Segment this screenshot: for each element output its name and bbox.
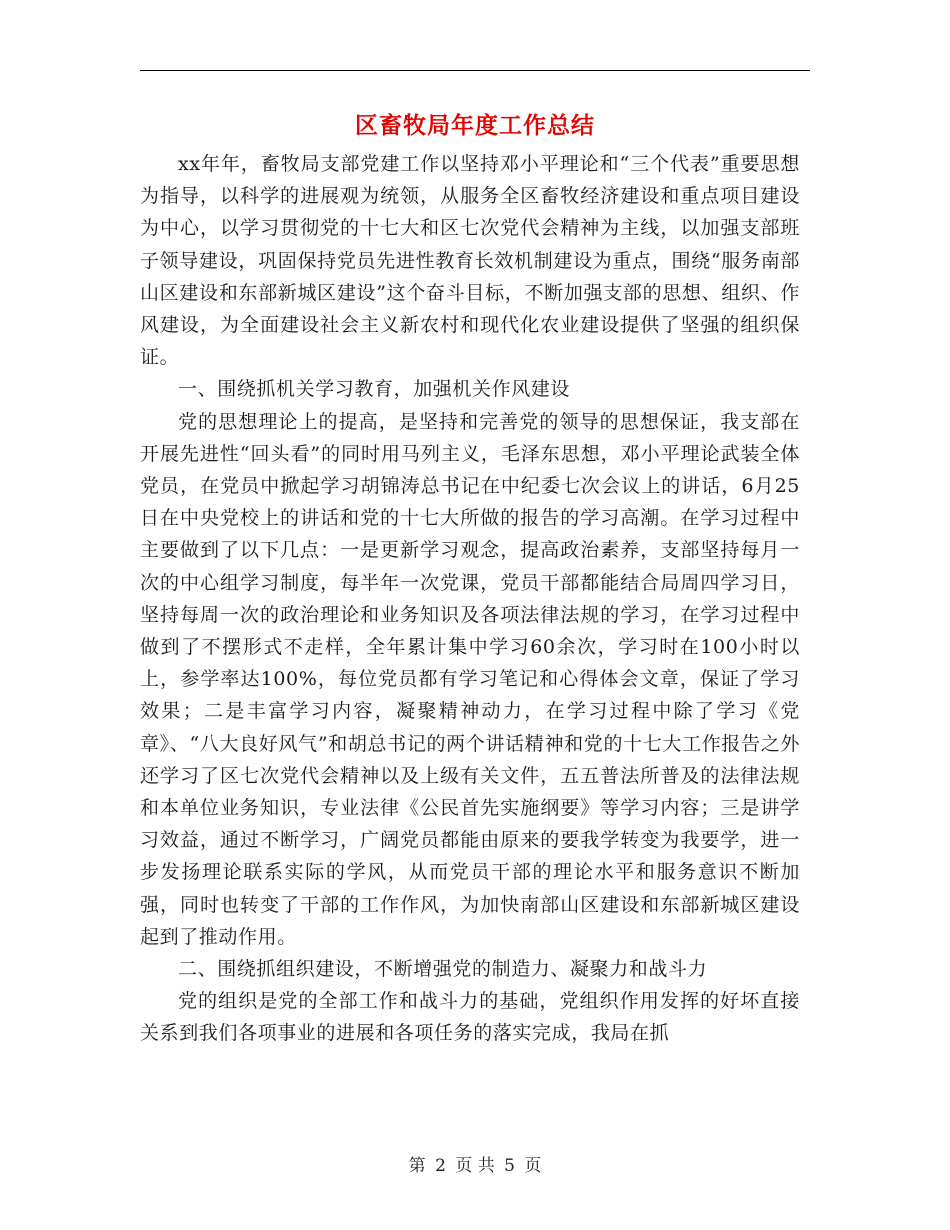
- paragraph-intro: xx年年，畜牧局支部党建工作以坚持邓小平理论和“三个代表”重要思想为指导，以科学的进展观为统领，从服务全区畜牧经济建设和重点项目建设为中心，以学习贯彻党的十七大和区七次党代会精神为主线，以加强支部班子领导建设，巩固保持党员先进性教育长效机制建设为重点，围绕“服务南部山区建设和东部新城区建设”这个奋斗目标，不断加强支部的思想、组织、作风建设，为全面建设社会主义新农村和现代化农业建设提供了坚强的组织保证。: [140, 153, 800, 369]
- paragraph-section-1: 党的思想理论上的提高，是坚持和完善党的领导的思想保证，我支部在开展先进性“回头看”的同时用马列主义，毛泽东思想，邓小平理论武装全体党员，在党员中掀起学习胡锦涛总书记在中纪委七次会议上的讲话，6月25日在中央党校上的讲话和党的十七大所做的报告的学习高潮。在学习过程中主要做到了以下几点：一是更新学习观念，提高政治素养，支部坚持每月一次的中心组学习制度，每半年一次党课，党员干部都能结合局周四学习日，坚持每周一次的政治理论和业务知识及各项法律法规的学习，在学习过程中做到了不摆形式不走样，全年累计集中学习60余次，学习时在100小时以上，参学率达100%，每位党员都有学习笔记和心得体会文章，保证了学习效果；二是丰富学习内容，凝聚精神动力，在学习过程中除了学习《党章》、“八大良好风气”和胡总书记的两个讲话精神和党的十七大工作报告之外还学习了区七次党代会精神以及上级有关文件，五五普法所普及的法律法规和本单位业务知识，专业法律《公民首先实施纲要》等学习内容；三是讲学习效益，通过不断学习，广阔党员都能由原来的要我学转变为我要学，进一步发扬理论联系实际的学风，从而党员干部的理论水平和服务意识不断加强，同时也转变了干部的工作作风，为加快南部山区建设和东部新城区建设起到了推动作用。: [140, 410, 800, 948]
- footer-suffix: 页: [524, 1156, 542, 1176]
- section-heading-1: 一、围绕抓机关学习教育，加强机关作风建设: [178, 378, 571, 401]
- page-footer: [0, 1154, 950, 1178]
- footer-current-page: 2: [435, 1156, 446, 1176]
- section-heading-2: 二、围绕抓组织建设，不断增强党的制造力、凝聚力和战斗力: [178, 958, 708, 981]
- footer-prefix: 第: [408, 1156, 426, 1176]
- footer-mid: 页 共: [455, 1156, 495, 1176]
- document-body: [140, 148, 800, 1050]
- header-rule: [140, 70, 810, 71]
- paragraph-section-2: 党的组织是党的全部工作和战斗力的基础，党组织作用发挥的好坏直接关系到我们各项事业的进展和各项任务的落实完成，我局在抓: [140, 990, 800, 1045]
- document-title: 区畜牧局年度工作总结: [355, 112, 595, 139]
- footer-total-pages: 5: [504, 1156, 515, 1176]
